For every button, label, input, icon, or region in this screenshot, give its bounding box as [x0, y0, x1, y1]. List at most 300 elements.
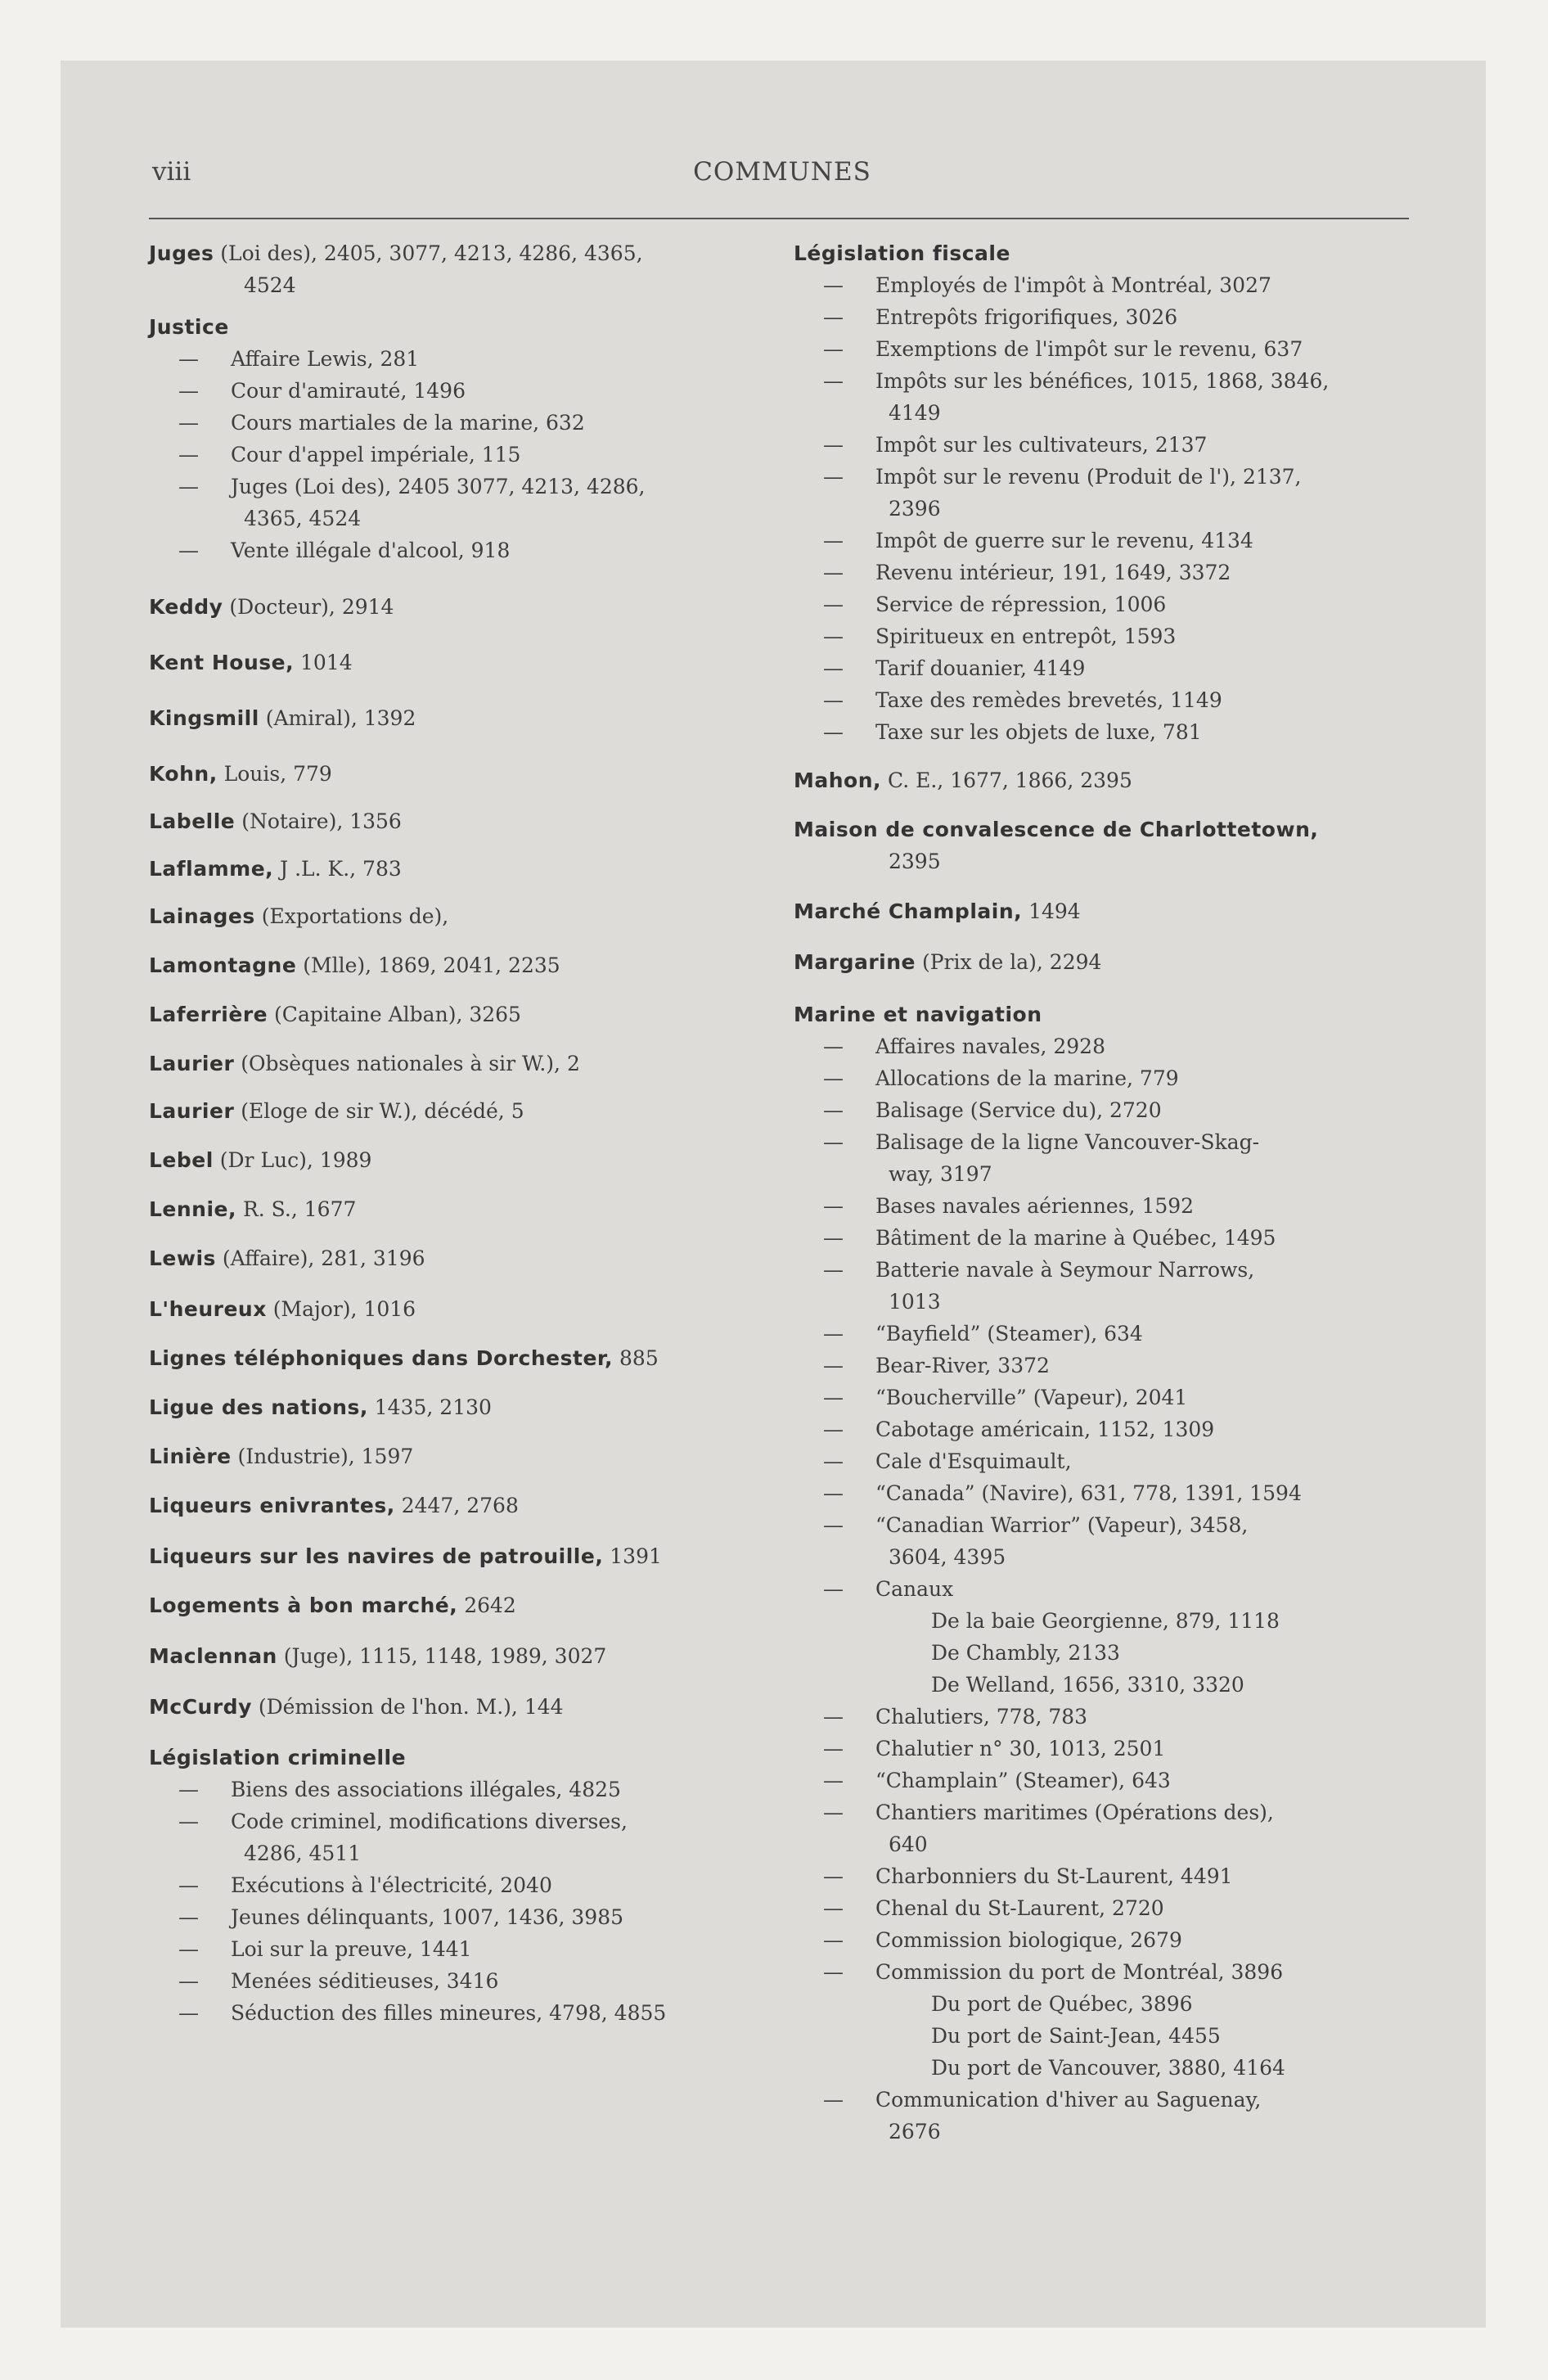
em-dash: —	[823, 1896, 844, 1920]
entry-continuation: 2395	[889, 850, 941, 873]
entry-line	[149, 1293, 779, 1325]
page-title: COMMUNES	[693, 157, 871, 187]
sub-entry-text: Cour d'appel impériale, 115	[231, 443, 521, 467]
sub-sub-entry: De Welland, 1656, 3310, 3320	[931, 1673, 1244, 1697]
em-dash: —	[823, 2088, 844, 2112]
entry-line	[149, 1589, 779, 1621]
entry-line	[794, 237, 1415, 269]
sub-entry	[794, 333, 1415, 365]
sub-entry	[794, 269, 1415, 301]
entry-heading: Lennie,	[149, 1197, 237, 1221]
entry-heading: Kingsmill	[149, 706, 259, 730]
sub-entry	[794, 1222, 1415, 1254]
entry-line	[794, 895, 1415, 927]
sub-entry-text: Affaire Lewis, 281	[231, 347, 420, 371]
em-dash: —	[178, 347, 199, 371]
sub-entry-text: Service de répression, 1006	[875, 593, 1167, 616]
sub-entry	[794, 1094, 1415, 1126]
sub-entry	[149, 1933, 779, 1965]
sub-entry	[149, 343, 779, 375]
index-entry-liqueurs1	[149, 1490, 779, 1521]
sub-entry	[149, 1965, 779, 1997]
sub-entry	[794, 1956, 1415, 1988]
sub-entry	[794, 1350, 1415, 1382]
sub-continuation-text: 4286, 4511	[244, 1841, 362, 1865]
em-dash: —	[823, 1960, 844, 1984]
entry-heading: Lignes téléphoniques dans Dorchester,	[149, 1346, 614, 1370]
index-entry-ligue	[149, 1391, 779, 1423]
sub-entry	[149, 407, 779, 439]
entry-line	[149, 702, 779, 734]
sub-entry	[794, 525, 1415, 557]
entry-refs: (Prix de la), 2294	[916, 950, 1102, 974]
entry-refs: 1014	[294, 651, 353, 674]
em-dash: —	[823, 688, 844, 712]
entry-line	[149, 900, 779, 932]
sub-continuation-text: 640	[889, 1832, 928, 1856]
sub-entry	[794, 1382, 1415, 1413]
entry-heading: Maclennan	[149, 1644, 277, 1668]
entry-refs: (Mlle), 1869, 2041, 2235	[296, 953, 560, 977]
em-dash: —	[823, 369, 844, 393]
index-entry-legfisc	[794, 237, 1415, 748]
index-entry-lennie	[149, 1193, 779, 1225]
index-entry-logements	[149, 1589, 779, 1621]
sub-entry	[794, 1701, 1415, 1733]
sub-entry-text: Communication d'hiver au Saguenay,	[875, 2088, 1262, 2112]
sub-entry-text: “Boucherville” (Vapeur), 2041	[875, 1386, 1188, 1409]
em-dash: —	[823, 720, 844, 744]
entry-heading: Logements à bon marché,	[149, 1593, 458, 1617]
entry-refs: R. S., 1677	[236, 1197, 357, 1221]
em-dash: —	[178, 1810, 199, 1833]
entry-heading: Juges	[149, 241, 214, 265]
sub-entry-continuation	[794, 1828, 1415, 1860]
sub-entry-text: Cour d'amirauté, 1496	[231, 379, 466, 403]
em-dash: —	[823, 656, 844, 680]
sub-entry	[149, 1869, 779, 1901]
index-entry-lewis	[149, 1242, 779, 1274]
sub-entry-text: Code criminel, modifications diverses,	[231, 1810, 628, 1833]
entry-refs: 885	[613, 1346, 659, 1370]
em-dash: —	[823, 561, 844, 584]
entry-line	[149, 1242, 779, 1274]
entry-heading: Marché Champlain,	[794, 899, 1023, 923]
sub-entry	[794, 716, 1415, 748]
entry-heading: Margarine	[794, 950, 916, 974]
sub-entry-text: “Bayfield” (Steamer), 634	[875, 1322, 1143, 1346]
entry-line	[149, 758, 779, 790]
entry-heading: Kohn,	[149, 762, 218, 786]
sub-entry-continuation	[149, 503, 779, 534]
sub-entry-text: Employés de l'impôt à Montréal, 3027	[875, 273, 1271, 297]
entry-heading: McCurdy	[149, 1695, 252, 1719]
em-dash: —	[823, 1066, 844, 1090]
sub-entry	[794, 1030, 1415, 1062]
sub-sub-entry: De Chambly, 2133	[931, 1641, 1120, 1665]
sub-entry-text: Affaires navales, 2928	[875, 1034, 1105, 1058]
sub-entry	[794, 1924, 1415, 1956]
sub-entry	[794, 1477, 1415, 1509]
index-entry-marche	[794, 895, 1415, 927]
entry-heading: Liqueurs enivrantes,	[149, 1494, 395, 1517]
entry-line	[149, 1193, 779, 1225]
sub-entry-text: Menées séditieuses, 3416	[231, 1969, 499, 1993]
sub-entry-text: Impôt sur le revenu (Produit de l'), 2137,	[875, 465, 1302, 489]
em-dash: —	[823, 1354, 844, 1377]
sub-continuation-text: 4365, 4524	[244, 507, 362, 530]
sub-entry-text: Allocations de la marine, 779	[875, 1066, 1179, 1090]
em-dash: —	[823, 433, 844, 457]
entry-line	[149, 805, 779, 837]
entry-line	[149, 1342, 779, 1374]
sub-continuation-text: 1013	[889, 1290, 941, 1314]
index-entry-keddy	[149, 591, 779, 623]
entry-line	[794, 946, 1415, 978]
sub-entry	[794, 620, 1415, 652]
entry-heading: Liqueurs sur les navires de patrouille,	[149, 1544, 604, 1568]
entry-heading: Législation fiscale	[794, 241, 1010, 265]
entry-line	[149, 311, 779, 343]
entry-line	[794, 998, 1415, 1030]
entry-line	[149, 1440, 779, 1472]
entry-heading: Laurier	[149, 1052, 235, 1075]
sub-entry-continuation	[794, 397, 1415, 429]
sub-entry-continuation	[794, 1158, 1415, 1190]
em-dash: —	[823, 1801, 844, 1824]
sub-entry-text: Chantiers maritimes (Opérations des),	[875, 1801, 1274, 1824]
sub-entry-text: Chalutiers, 778, 783	[875, 1705, 1088, 1729]
entry-refs: (Affaire), 281, 3196	[215, 1246, 425, 1270]
em-dash: —	[823, 529, 844, 552]
em-dash: —	[823, 1928, 844, 1952]
index-entry-laurier2	[149, 1095, 779, 1127]
entry-heading: Marine et navigation	[794, 1003, 1042, 1026]
sub-entry-text: Cale d'Esquimault,	[875, 1449, 1072, 1473]
entry-line	[149, 853, 779, 885]
index-entry-marine	[794, 998, 1415, 2148]
sub-entry	[794, 301, 1415, 333]
entry-refs: (Docteur), 2914	[223, 595, 394, 619]
em-dash: —	[823, 624, 844, 648]
sub-entry-text: Impôt de guerre sur le revenu, 4134	[875, 529, 1253, 552]
index-entry-lheureux	[149, 1293, 779, 1325]
entry-refs: 1435, 2130	[367, 1395, 492, 1419]
sub-entry-text: Commission du port de Montréal, 3896	[875, 1960, 1284, 1984]
entry-line	[149, 1691, 779, 1723]
sub-entry	[149, 1805, 779, 1837]
index-entry-lamontagne	[149, 949, 779, 981]
sub-entry-text: Impôt sur les cultivateurs, 2137	[875, 433, 1208, 457]
sub-entry	[794, 684, 1415, 716]
entry-continuation: 4524	[244, 273, 296, 297]
sub-entry	[794, 1892, 1415, 1924]
sub-entry	[794, 1509, 1415, 1541]
em-dash: —	[823, 1386, 844, 1409]
em-dash: —	[823, 337, 844, 361]
index-entry-laflamme	[149, 853, 779, 885]
em-dash: —	[823, 1194, 844, 1218]
sub-entry-text: Commission biologique, 2679	[875, 1928, 1182, 1952]
sub-entry	[149, 1997, 779, 2029]
entry-refs: 1494	[1022, 899, 1081, 923]
sub-entry-text: Spiritueux en entrepôt, 1593	[875, 624, 1177, 648]
em-dash: —	[178, 539, 199, 562]
sub-entry-text: Entrepôts frigorifiques, 3026	[875, 305, 1178, 329]
sub-entry	[149, 1774, 779, 1805]
sub-entry-text: “Canada” (Navire), 631, 778, 1391, 1594	[875, 1481, 1302, 1505]
entry-refs: (Exportations de),	[254, 904, 449, 928]
sub-entry-text: Tarif douanier, 4149	[875, 656, 1086, 680]
entry-heading: Laurier	[149, 1099, 235, 1123]
entry-refs: 2642	[457, 1593, 516, 1617]
entry-line	[149, 1095, 779, 1127]
index-entry-legcrim	[149, 1742, 779, 2029]
em-dash: —	[823, 1098, 844, 1122]
sub-entry	[794, 652, 1415, 684]
entry-heading: Linière	[149, 1445, 232, 1468]
entry-line	[149, 1742, 779, 1774]
sub-entry-text: Chenal du St-Laurent, 2720	[875, 1896, 1164, 1920]
sub-entry	[794, 1733, 1415, 1765]
entry-line	[149, 1640, 779, 1672]
header-rule	[149, 218, 1409, 219]
entry-refs: Louis, 779	[217, 762, 332, 786]
sub-sub-entry: Du port de Québec, 3896	[931, 1992, 1193, 2016]
index-entry-kent	[149, 647, 779, 678]
sub-entry-text: Bases navales aériennes, 1592	[875, 1194, 1195, 1218]
em-dash: —	[823, 1864, 844, 1888]
sub-entry	[149, 375, 779, 407]
sub-entry	[794, 1190, 1415, 1222]
entry-refs: 2447, 2768	[394, 1494, 519, 1517]
sub-entry	[794, 1062, 1415, 1094]
index-entry-lainages	[149, 900, 779, 932]
sub-entry-text: Exécutions à l'électricité, 2040	[231, 1873, 552, 1897]
sub-entry-text: Séduction des filles mineures, 4798, 4855	[231, 2001, 667, 2025]
sub-entry-text: “Champlain” (Steamer), 643	[875, 1769, 1171, 1792]
sub-entry-text: Chalutier n° 30, 1013, 2501	[875, 1737, 1166, 1760]
sub-entry-text: Charbonniers du St-Laurent, 4491	[875, 1864, 1233, 1888]
sub-entry-text: Taxe sur les objets de luxe, 781	[875, 720, 1202, 744]
entry-heading: Lainages	[149, 904, 255, 928]
sub-entry-text: Exemptions de l'impôt sur le revenu, 637	[875, 337, 1303, 361]
entry-heading: Législation criminelle	[149, 1746, 407, 1769]
em-dash: —	[178, 379, 199, 403]
index-entry-kohn	[149, 758, 779, 790]
sub-sub-entry: De la baie Georgienne, 879, 1118	[931, 1609, 1280, 1633]
entry-heading: Lamontagne	[149, 953, 297, 977]
sub-continuation-text: 2676	[889, 2120, 941, 2143]
sub-entry	[794, 1573, 1415, 1605]
em-dash: —	[823, 1769, 844, 1792]
sub-entry	[794, 429, 1415, 461]
entry-refs: (Dr Luc), 1989	[213, 1148, 372, 1172]
sub-entry	[794, 557, 1415, 588]
sub-entry	[794, 1445, 1415, 1477]
sub-entry-text: Bâtiment de la marine à Québec, 1495	[875, 1226, 1276, 1250]
sub-entry-continuation	[794, 1286, 1415, 1318]
em-dash: —	[178, 475, 199, 498]
em-dash: —	[823, 1226, 844, 1250]
sub-entry-text: Vente illégale d'alcool, 918	[231, 539, 511, 562]
entry-heading: Ligue des nations,	[149, 1395, 368, 1419]
entry-heading: Lewis	[149, 1246, 216, 1270]
em-dash: —	[178, 2001, 199, 2025]
sub-entry	[149, 534, 779, 566]
em-dash: —	[823, 305, 844, 329]
index-entry-kingsmill	[149, 702, 779, 734]
sub-continuation-text: 3604, 4395	[889, 1545, 1006, 1569]
entry-refs: (Loi des), 2405, 3077, 4213, 4286, 4365,	[214, 241, 643, 265]
entry-refs: 1391	[603, 1544, 662, 1568]
sub-sub-entry: Du port de Vancouver, 3880, 4164	[931, 2056, 1285, 2080]
entry-refs: (Industrie), 1597	[231, 1445, 414, 1468]
index-entry-lignes	[149, 1342, 779, 1374]
sub-continuation-text: 2396	[889, 497, 941, 521]
index-entry-juges	[149, 237, 779, 301]
sub-entry-text: Balisage de la ligne Vancouver-Skag-	[875, 1130, 1260, 1154]
entry-heading: L'heureux	[149, 1297, 267, 1321]
entry-refs: (Capitaine Alban), 3265	[268, 1003, 521, 1026]
index-entry-maclennan	[149, 1640, 779, 1672]
sub-entry-text: Bear-River, 3372	[875, 1354, 1050, 1377]
entry-line	[149, 1048, 779, 1080]
em-dash: —	[178, 411, 199, 435]
em-dash: —	[178, 1873, 199, 1897]
sub-continuation-text: way, 3197	[889, 1162, 992, 1186]
sub-entry-text: Cours martiales de la marine, 632	[231, 411, 585, 435]
sub-entry-text: Loi sur la preuve, 1441	[231, 1937, 472, 1961]
index-entry-liniere	[149, 1440, 779, 1472]
entry-line	[794, 764, 1415, 796]
em-dash: —	[823, 1513, 844, 1537]
sub-entry-text: Canaux	[875, 1577, 954, 1601]
em-dash: —	[823, 1481, 844, 1505]
em-dash: —	[823, 1577, 844, 1601]
entry-line	[149, 1144, 779, 1176]
sub-continuation-text: 4149	[889, 401, 941, 425]
index-entry-lebel	[149, 1144, 779, 1176]
entry-heading: Justice	[149, 315, 229, 339]
entry-line	[149, 949, 779, 981]
entry-line	[149, 998, 779, 1030]
sub-entry	[794, 1796, 1415, 1828]
sub-entry-continuation	[149, 1837, 779, 1869]
em-dash: —	[823, 465, 844, 489]
sub-entry	[149, 1901, 779, 1933]
em-dash: —	[178, 1778, 199, 1801]
entry-refs: (Juge), 1115, 1148, 1989, 3027	[277, 1644, 607, 1668]
em-dash: —	[823, 1418, 844, 1441]
entry-line	[794, 814, 1415, 845]
page-number: viii	[152, 157, 191, 187]
index-entry-laferriere	[149, 998, 779, 1030]
entry-line	[149, 1540, 779, 1572]
em-dash: —	[823, 593, 844, 616]
em-dash: —	[823, 1449, 844, 1473]
em-dash: —	[823, 1705, 844, 1729]
em-dash: —	[178, 1905, 199, 1929]
entry-heading: Mahon,	[794, 769, 882, 792]
index-entry-mahon	[794, 764, 1415, 796]
entry-refs: (Notaire), 1356	[235, 809, 402, 833]
entry-line	[149, 1490, 779, 1521]
entry-line	[149, 591, 779, 623]
sub-entry-continuation	[794, 493, 1415, 525]
entry-heading: Keddy	[149, 595, 223, 619]
entry-heading: Labelle	[149, 809, 236, 833]
em-dash: —	[823, 1737, 844, 1760]
sub-entry	[794, 1413, 1415, 1445]
em-dash: —	[178, 443, 199, 467]
index-entry-labelle	[149, 805, 779, 837]
sub-entry	[794, 1126, 1415, 1158]
entry-line	[149, 237, 779, 269]
sub-sub-entry: Du port de Saint-Jean, 4455	[931, 2024, 1221, 2048]
sub-entry-text: Impôts sur les bénéfices, 1015, 1868, 3846,	[875, 369, 1330, 393]
sub-entry	[794, 1254, 1415, 1286]
entry-refs: (Major), 1016	[266, 1297, 416, 1321]
entry-refs: J .L. K., 783	[273, 857, 402, 881]
sub-entry-text: Juges (Loi des), 2405 3077, 4213, 4286,	[231, 475, 646, 498]
sub-entry	[794, 2084, 1415, 2116]
sub-entry-continuation	[794, 2116, 1415, 2148]
sub-entry-text: Cabotage américain, 1152, 1309	[875, 1418, 1215, 1441]
entry-refs: (Obsèques nationales à sir W.), 2	[234, 1052, 580, 1075]
index-entry-margarine	[794, 946, 1415, 978]
index-entry-mccurdy	[149, 1691, 779, 1723]
entry-refs: (Démission de l'hon. M.), 144	[251, 1695, 564, 1719]
em-dash: —	[178, 1969, 199, 1993]
sub-entry-text: “Canadian Warrior” (Vapeur), 3458,	[875, 1513, 1249, 1537]
index-entry-justice	[149, 311, 779, 566]
index-entry-liqueurs2	[149, 1540, 779, 1572]
sub-entry-text: Balisage (Service du), 2720	[875, 1098, 1162, 1122]
sub-entry-text: Batterie navale à Seymour Narrows,	[875, 1258, 1255, 1282]
entry-heading: Laflamme,	[149, 857, 274, 881]
entry-refs: (Eloge de sir W.), décédé, 5	[234, 1099, 524, 1123]
em-dash: —	[823, 273, 844, 297]
sub-entry	[794, 365, 1415, 397]
sub-entry-continuation	[794, 1541, 1415, 1573]
index-entry-laurier1	[149, 1048, 779, 1080]
sub-entry	[794, 461, 1415, 493]
sub-entry	[149, 471, 779, 503]
sub-entry	[794, 588, 1415, 620]
sub-entry	[794, 1318, 1415, 1350]
em-dash: —	[178, 1937, 199, 1961]
em-dash: —	[823, 1258, 844, 1282]
em-dash: —	[823, 1034, 844, 1058]
sub-entry-text: Biens des associations illégales, 4825	[231, 1778, 621, 1801]
em-dash: —	[823, 1130, 844, 1154]
entry-heading: Kent House,	[149, 651, 295, 674]
entry-heading: Maison de convalescence de Charlottetown,	[794, 818, 1319, 841]
index-entry-maison	[794, 814, 1415, 877]
entry-heading: Laferrière	[149, 1003, 268, 1026]
entry-line	[149, 647, 779, 678]
em-dash: —	[823, 1322, 844, 1346]
sub-entry	[794, 1860, 1415, 1892]
entry-refs: C. E., 1677, 1866, 2395	[881, 769, 1132, 792]
sub-entry	[149, 439, 779, 471]
entry-heading: Lebel	[149, 1148, 214, 1172]
sub-entry-text: Jeunes délinquants, 1007, 1436, 3985	[231, 1905, 624, 1929]
sub-entry	[794, 1765, 1415, 1796]
sub-entry-text: Taxe des remèdes brevetés, 1149	[875, 688, 1222, 712]
page-header	[152, 157, 1412, 198]
